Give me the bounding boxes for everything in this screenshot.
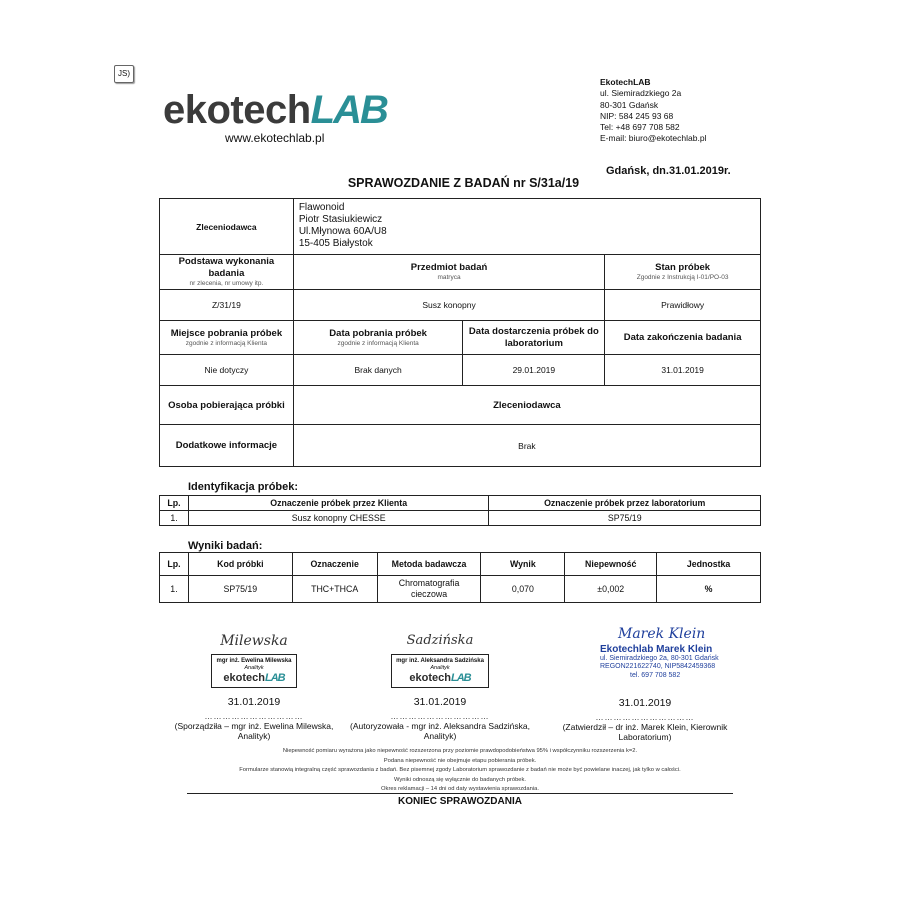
manager-stamp — [600, 626, 730, 680]
company-city: 80-301 Gdańsk — [600, 99, 659, 110]
results-header-result: Wynik — [481, 553, 565, 576]
signature-stamp — [211, 654, 296, 688]
results-header-marking: Oznaczenie — [292, 553, 377, 576]
ident-cell-lp: 1. — [160, 511, 189, 526]
end-date-label: Data zakończenia badania — [623, 331, 742, 343]
company-email: E-mail: biuro@ekotechlab.pl — [600, 133, 707, 144]
table-row — [160, 576, 761, 603]
sampling-place-value: Nie dotyczy — [160, 355, 294, 386]
results-cell-code: SP75/19 — [188, 576, 292, 603]
signature-caption: (Autoryzowała - mgr inż. Aleksandra Sadzińska, Analityk) — [350, 720, 530, 741]
ident-cell-lab: SP75/19 — [489, 511, 761, 526]
ident-header-lab: Oznaczenie próbek przez laboratorium — [489, 496, 761, 511]
signature-date: 31.01.2019 — [618, 697, 672, 709]
signature-dots: …………………………… — [390, 711, 490, 721]
ident-header-client: Oznaczenie próbek przez Klienta — [188, 496, 488, 511]
corner-tab[interactable]: JS) — [114, 65, 134, 83]
signature-date: 31.01.2019 — [413, 696, 467, 708]
footnote: Wyniki odnoszą się wyłącznie do badanych próbek. — [393, 776, 527, 783]
results-table — [159, 552, 761, 603]
additional-value: Brak — [293, 425, 760, 467]
end-date-value: 31.01.2019 — [605, 355, 761, 386]
basis-value: Z/31/19 — [160, 290, 294, 321]
stamp-name: mgr inż. Aleksandra Sadzińska — [396, 658, 484, 664]
state-hint: Zgodnie z Instrukcją I-01/PO-03 — [636, 274, 729, 281]
signature-stamp — [391, 654, 489, 688]
client-details — [293, 199, 760, 255]
end-divider — [187, 793, 733, 794]
logo-lab: LAB — [310, 88, 387, 132]
sampling-date-header — [293, 321, 463, 355]
footnote: Formularze stanowią integralną część sprawozdania z badań. Bez pisemnej zgody Laboratorium sprawozdanie z badań nie może być powielane inaczej, jak tylko w całości. — [239, 767, 681, 773]
logo-url: www.ekotechlab.pl — [225, 131, 325, 145]
results-header-unit: Jednostka — [657, 553, 761, 576]
signature-block-1 — [159, 633, 349, 742]
company-address — [600, 77, 706, 145]
sampling-place-header — [160, 321, 294, 355]
client-line: 15-405 Białystok — [298, 238, 373, 249]
mk-stamp-line: REGON221622740, NIP5842459368 — [600, 663, 716, 670]
subject-hint: matryca — [437, 274, 461, 281]
subject-label: Przedmiot badań — [410, 262, 488, 273]
company-street: ul. Siemiradzkiego 2a — [600, 88, 682, 99]
delivery-date-header — [463, 321, 605, 355]
delivery-date-label: Data dostarczenia próbek do laboratorium — [468, 325, 599, 349]
company-name: EkotechLAB — [600, 77, 651, 87]
footnote: Niepewność pomiaru wyrażona jako niepewność rozszerzona przy poziomie prawdopodobieństwa 95% i współczynniku rozszerzenia k=2. — [282, 748, 638, 754]
handwritten-signature: Milewska — [220, 633, 288, 649]
sampler-value: Zleceniodawca — [293, 386, 760, 425]
mk-stamp-title: Ekotechlab Marek Klein — [600, 644, 713, 655]
results-cell-method: Chromatografia cieczowa — [377, 576, 481, 603]
stamp-logo: ekotechLAB — [409, 672, 471, 684]
report-title: SPRAWOZDANIE Z BADAŃ nr S/31a/19 — [347, 176, 580, 190]
signature-block-2 — [345, 633, 535, 742]
subject-value: Susz konopny — [293, 290, 604, 321]
ident-cell-client: Susz konopny CHESSE — [188, 511, 488, 526]
footnote: Okres reklamacji – 14 dni od daty wystawienia sprawozdania. — [381, 786, 539, 792]
results-header-method: Metoda badawcza — [377, 553, 481, 576]
basis-header — [160, 255, 294, 290]
city-date: Gdańsk, dn.31.01.2019r. — [606, 165, 731, 177]
delivery-date-value: 29.01.2019 — [463, 355, 605, 386]
results-cell-result: 0,070 — [481, 576, 565, 603]
signature-caption: (Sporządziła – mgr inż. Ewelina Milewska, Analityk) — [174, 720, 334, 741]
results-header-code: Kod próbki — [188, 553, 292, 576]
sampling-place-hint: zgodnie z informacją Klienta — [185, 339, 268, 347]
handwritten-signature: Marek Klein — [618, 626, 706, 642]
end-date-header — [605, 321, 761, 355]
signature-dots: …………………………… — [595, 712, 695, 722]
stamp-role: Analityk — [244, 665, 264, 671]
subject-header — [293, 255, 604, 290]
state-label: Stan próbek — [655, 262, 711, 273]
additional-label: Dodatkowe informacje — [160, 425, 294, 467]
sampling-date-label: Data pobrania próbek — [329, 327, 427, 339]
end-of-report: KONIEC SPRAWOZDANIA — [398, 796, 522, 807]
footnote: Podana niepewność nie obejmuje etapu pobierania próbek. — [383, 757, 537, 764]
identification-title: Identyfikacja próbek: — [188, 481, 299, 493]
sampling-date-hint: zgodnie z informacją Klienta — [337, 339, 419, 347]
stamp-logo: ekotechLAB — [223, 672, 285, 684]
results-cell-uncertainty: ±0,002 — [565, 576, 657, 603]
table-row — [160, 511, 761, 526]
signature-date: 31.01.2019 — [227, 696, 281, 708]
client-line: Piotr Stasiukiewicz — [298, 214, 383, 225]
sampling-date-value: Brak danych — [293, 355, 463, 386]
results-cell-marking: THC+THCA — [292, 576, 377, 603]
sampler-label: Osoba pobierająca próbki — [160, 386, 294, 425]
company-nip: NIP: 584 245 93 68 — [600, 110, 674, 121]
results-header-lp: Lp. — [160, 553, 189, 576]
sampling-place-label: Miejsce pobrania próbek — [170, 327, 283, 339]
client-line: Flawonoid — [298, 202, 345, 213]
handwritten-signature: Sadzińska — [406, 633, 474, 648]
results-cell-lp: 1. — [160, 576, 189, 603]
mk-stamp-line: ul. Siemiradzkiego 2a, 80-301 Gdańsk — [600, 654, 719, 662]
results-header-uncertainty: Niepewność — [565, 553, 657, 576]
basis-hint: nr zlecenia, nr umowy itp. — [189, 280, 264, 287]
client-line: Ul.Młynowa 60A/U8 — [298, 226, 387, 237]
signature-block-3 — [550, 698, 740, 743]
footnotes — [180, 747, 740, 795]
results-cell-unit: % — [657, 576, 761, 603]
identification-table — [159, 495, 761, 526]
stamp-name: mgr inż. Ewelina Milewska — [216, 658, 292, 664]
report-info-table — [159, 198, 761, 467]
company-tel: Tel: +48 697 708 582 — [600, 122, 680, 133]
basis-label: Podstawa wykonania badania — [178, 256, 275, 279]
mk-stamp-line: tel. 697 708 582 — [630, 671, 681, 679]
results-title: Wyniki badań: — [188, 540, 263, 552]
signature-caption: (Zatwierdził – dr inż. Marek Klein, Kierownik Laboratorium) — [562, 721, 728, 742]
client-label: Zleceniodawca — [160, 199, 294, 255]
state-header — [605, 255, 761, 290]
state-value: Prawidłowy — [605, 290, 761, 321]
stamp-role: Analityk — [430, 665, 450, 671]
ekotechlab-logo — [163, 82, 403, 152]
logo-word: ekotech — [163, 88, 311, 132]
signature-dots: …………………………… — [204, 711, 304, 721]
ident-header-lp: Lp. — [160, 496, 189, 511]
